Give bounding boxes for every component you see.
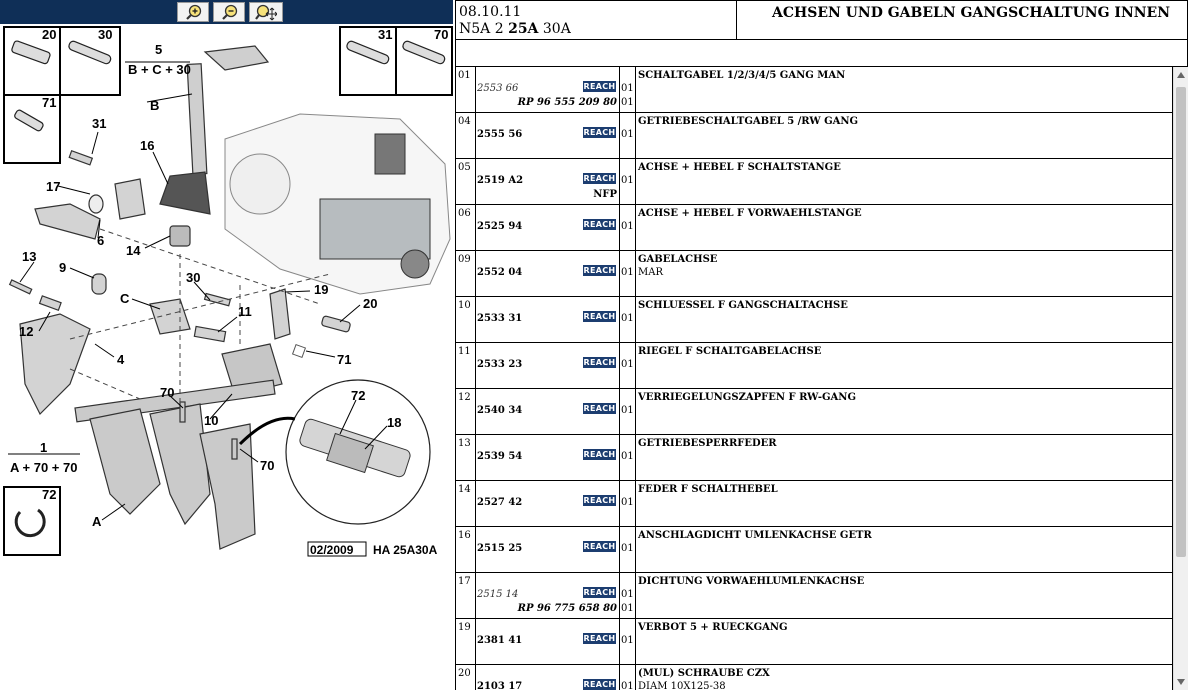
part-description: VERRIEGELUNGSZAPFEN F RW-GANG — [638, 392, 856, 403]
reach-badge[interactable]: REACH — [583, 174, 616, 183]
part-reference[interactable]: 2552 04 — [477, 267, 523, 278]
reach-badge[interactable]: REACH — [583, 266, 616, 275]
reference-cell — [475, 113, 620, 158]
quantity: 01 — [621, 359, 634, 370]
callout-17: 17 — [46, 179, 61, 194]
row-number-cell — [455, 527, 476, 572]
pan-move-icon — [255, 4, 277, 21]
callout-30: 30 — [98, 27, 113, 42]
callout-20b: 20 — [363, 296, 378, 311]
reference-cell — [475, 481, 620, 526]
reach-badge[interactable]: REACH — [583, 588, 616, 597]
part-description: (MUL) SCHRAUBE CZX — [638, 668, 770, 679]
part-description: VERBOT 5 + RUECKGANG — [638, 622, 788, 633]
row-number-cell — [455, 251, 476, 296]
reference-cell — [475, 435, 620, 480]
callout-11: 11 — [238, 304, 252, 319]
parts-row[interactable] — [455, 573, 1173, 619]
row-number: 19 — [458, 622, 471, 633]
quantity-cell — [620, 159, 636, 204]
part-reference[interactable]: 2539 54 — [477, 451, 523, 462]
reference-cell — [475, 159, 620, 204]
description-cell — [636, 665, 1173, 690]
description-cell — [636, 67, 1173, 112]
quantity: 01 — [621, 83, 634, 94]
diagram-date-stamp: 02/2009 — [310, 543, 354, 557]
parts-row[interactable] — [455, 665, 1173, 690]
reach-badge[interactable]: REACH — [583, 82, 616, 91]
callout-72b: 72 — [42, 487, 57, 502]
part-reference[interactable]: 2533 31 — [477, 313, 523, 324]
nfp-flag: NFP — [593, 189, 617, 200]
row-number-cell — [455, 343, 476, 388]
parts-row[interactable] — [455, 527, 1173, 573]
row-number-cell — [455, 159, 476, 204]
reference-cell — [475, 251, 620, 296]
quantity-cell — [620, 665, 636, 690]
row-number-cell — [455, 573, 476, 618]
part-description: SCHLUESSEL F GANGSCHALTACHSE — [638, 300, 848, 311]
callout-70c: 70 — [260, 458, 275, 473]
description-cell — [636, 205, 1173, 250]
callout-30b: 30 — [186, 270, 201, 285]
vertical-scrollbar[interactable] — [1173, 67, 1188, 690]
scroll-thumb[interactable] — [1176, 87, 1186, 557]
quantity-cell — [620, 481, 636, 526]
description-cell — [636, 389, 1173, 434]
row-number-cell — [455, 297, 476, 342]
exploded-parts-diagram[interactable] — [0, 24, 455, 584]
replacement-part-number[interactable]: RP 96 555 209 80 — [517, 97, 617, 108]
callout-1: 1 — [40, 440, 48, 455]
reach-badge[interactable]: REACH — [583, 634, 616, 643]
part-description: ANSCHLAGDICHT UMLENKACHSE GETR — [638, 530, 872, 541]
quantity: 01 — [621, 129, 634, 140]
replacement-part-number[interactable]: RP 96 775 658 80 — [517, 603, 617, 614]
callout-20: 20 — [42, 27, 57, 42]
reference-cell — [475, 573, 620, 618]
parts-row[interactable] — [455, 435, 1173, 481]
parts-row[interactable] — [455, 205, 1173, 251]
quantity: 01 — [621, 497, 634, 508]
part-reference[interactable]: 2525 94 — [477, 221, 523, 232]
callout-9: 9 — [59, 260, 67, 275]
scroll-up-icon[interactable] — [1177, 72, 1185, 78]
diagram-code-stamp: HA 25A30A — [373, 543, 438, 557]
part-reference[interactable]: 2381 41 — [477, 635, 523, 646]
quantity-cell — [620, 573, 636, 618]
callout-19: 19 — [314, 282, 329, 297]
description-cell — [636, 343, 1173, 388]
code-prefix: N5A 2 — [459, 21, 509, 37]
quantity-cell — [620, 619, 636, 664]
parts-row[interactable] — [455, 343, 1173, 389]
description-cell — [636, 619, 1173, 664]
quantity-cell — [620, 389, 636, 434]
part-reference[interactable]: 2519 A2 — [477, 175, 524, 186]
callout-71: 71 — [42, 95, 57, 110]
callout-A: A — [92, 514, 102, 529]
reference-cell — [475, 67, 620, 112]
row-number-cell — [455, 435, 476, 480]
reference-cell — [475, 389, 620, 434]
diagram-toolbar — [0, 0, 453, 24]
code-suffix: 30A — [538, 21, 571, 37]
callout-4: 4 — [117, 352, 125, 367]
diagram-pane — [0, 0, 455, 700]
row-number: 17 — [458, 576, 471, 587]
part-description: RIEGEL F SCHALTGABELACHSE — [638, 346, 822, 357]
quantity: 01 — [621, 313, 634, 324]
quantity-cell — [620, 297, 636, 342]
part-description: ACHSE + HEBEL F VORWAEHLSTANGE — [638, 208, 862, 219]
quantity-cell — [620, 67, 636, 112]
pan-button[interactable] — [249, 2, 283, 22]
parts-row[interactable] — [455, 159, 1173, 205]
parts-row[interactable] — [455, 481, 1173, 527]
callout-70b: 70 — [160, 385, 175, 400]
page-title: ACHSEN UND GABELN GANGSCHALTUNG INNEN — [772, 5, 1171, 21]
row-number: 13 — [458, 438, 471, 449]
quantity: 01 — [621, 589, 634, 600]
callout-12: 12 — [19, 324, 34, 339]
reach-badge[interactable]: REACH — [583, 450, 616, 459]
reference-cell — [475, 297, 620, 342]
reach-badge[interactable]: REACH — [583, 542, 616, 551]
part-reference[interactable]: 2515 25 — [477, 543, 523, 554]
part-description: GETRIEBESCHALTGABEL 5 /RW GANG — [638, 116, 859, 127]
reach-badge[interactable]: REACH — [583, 496, 616, 505]
reach-badge[interactable]: REACH — [583, 128, 616, 137]
row-number-cell — [455, 665, 476, 690]
reach-badge[interactable]: REACH — [583, 404, 616, 413]
row-number: 10 — [458, 300, 471, 311]
callout-14: 14 — [126, 243, 141, 258]
row-number-cell — [455, 67, 476, 112]
description-cell — [636, 527, 1173, 572]
part-subdescription: MAR — [638, 267, 663, 278]
parts-header — [455, 0, 1188, 40]
row-number: 05 — [458, 162, 471, 173]
reference-cell — [475, 619, 620, 664]
zoom-in-icon — [185, 4, 203, 21]
part-description: FEDER F SCHALTHEBEL — [638, 484, 778, 495]
reference-cell — [475, 527, 620, 572]
row-number: 14 — [458, 484, 471, 495]
part-description: ACHSE + HEBEL F SCHALTSTANGE — [638, 162, 841, 173]
row-number-cell — [455, 205, 476, 250]
callout-C: C — [120, 291, 130, 306]
description-cell — [636, 573, 1173, 618]
parts-row[interactable] — [455, 619, 1173, 665]
description-cell — [636, 113, 1173, 158]
callout-6: 6 — [97, 233, 105, 248]
reach-badge[interactable]: REACH — [583, 312, 616, 321]
reach-badge[interactable]: REACH — [583, 220, 616, 229]
quantity: 01 — [621, 267, 634, 278]
part-reference[interactable]: 2527 42 — [477, 497, 523, 508]
quantity: 01 — [621, 681, 634, 690]
parts-row[interactable] — [455, 389, 1173, 435]
code-bold: 25A — [508, 21, 539, 37]
row-number: 20 — [458, 668, 471, 679]
parts-row[interactable] — [455, 67, 1173, 113]
quantity-cell — [620, 113, 636, 158]
part-reference[interactable]: 2553 66 — [477, 83, 519, 94]
callout-31: 31 — [378, 27, 393, 42]
row-number-cell — [455, 619, 476, 664]
quantity-cell — [620, 527, 636, 572]
description-cell — [636, 481, 1173, 526]
callout-70: 70 — [434, 27, 449, 42]
part-description: GABELACHSE — [638, 254, 718, 265]
part-subdescription: DIAM 10X125-38 — [638, 681, 726, 690]
row-number: 09 — [458, 254, 471, 265]
row-number: 16 — [458, 530, 471, 541]
header-info-cell — [456, 1, 737, 39]
quantity: 01 — [621, 175, 634, 186]
callout-72: 72 — [351, 388, 366, 403]
description-cell — [636, 159, 1173, 204]
part-description: SCHALTGABEL 1/2/3/4/5 GANG MAN — [638, 70, 846, 81]
reference-cell — [475, 665, 620, 690]
callout-5-sub: B + C + 30 — [128, 62, 191, 77]
parts-row[interactable] — [455, 113, 1173, 159]
quantity-cell — [620, 205, 636, 250]
part-reference[interactable]: 2103 17 — [477, 681, 523, 690]
callout-1-sub: A + 70 + 70 — [10, 460, 78, 475]
reference-cell — [475, 343, 620, 388]
row-number-cell — [455, 389, 476, 434]
quantity: 01 — [621, 451, 634, 462]
zoom-out-icon — [221, 4, 239, 21]
quantity: 01 — [621, 221, 634, 232]
row-number-cell — [455, 481, 476, 526]
callout-10: 10 — [204, 413, 219, 428]
quantity-cell — [620, 251, 636, 296]
zoom-out-button[interactable] — [213, 2, 245, 22]
description-cell — [636, 435, 1173, 480]
quantity: 01 — [621, 635, 634, 646]
row-number-cell — [455, 113, 476, 158]
catalog-date: 08.10.11 — [459, 4, 522, 20]
reference-cell — [475, 205, 620, 250]
callout-13: 13 — [22, 249, 37, 264]
description-cell — [636, 297, 1173, 342]
part-reference[interactable]: 2555 56 — [477, 129, 523, 140]
description-cell — [636, 251, 1173, 296]
callout-16: 16 — [140, 138, 155, 153]
parts-row[interactable] — [455, 251, 1173, 297]
part-reference[interactable]: 2515 14 — [477, 589, 519, 600]
reach-badge[interactable]: REACH — [583, 680, 616, 689]
row-number: 06 — [458, 208, 471, 219]
row-number: 01 — [458, 70, 471, 81]
quantity-2: 01 — [621, 97, 634, 108]
parts-list[interactable] — [455, 67, 1173, 690]
callout-18: 18 — [387, 415, 402, 430]
part-description: GETRIEBESPERRFEDER — [638, 438, 777, 449]
part-reference[interactable]: 2533 23 — [477, 359, 523, 370]
parts-row[interactable] — [455, 297, 1173, 343]
quantity-cell — [620, 435, 636, 480]
row-number: 11 — [458, 346, 471, 357]
callout-71b: 71 — [337, 352, 352, 367]
reach-badge[interactable]: REACH — [583, 358, 616, 367]
vehicle-code — [459, 21, 571, 37]
zoom-in-button[interactable] — [177, 2, 209, 22]
row-number: 04 — [458, 116, 471, 127]
scroll-down-icon[interactable] — [1177, 679, 1185, 685]
parts-list-pane — [455, 0, 1190, 700]
callout-31b: 31 — [92, 116, 107, 131]
quantity-2: 01 — [621, 603, 634, 614]
header-spacer — [455, 39, 1188, 67]
quantity: 01 — [621, 405, 634, 416]
callout-B: B — [150, 98, 160, 113]
callout-5: 5 — [155, 42, 163, 57]
quantity-cell — [620, 343, 636, 388]
part-reference[interactable]: 2540 34 — [477, 405, 523, 416]
row-number: 12 — [458, 392, 471, 403]
quantity: 01 — [621, 543, 634, 554]
part-description: DICHTUNG VORWAEHLUMLENKACHSE — [638, 576, 865, 587]
